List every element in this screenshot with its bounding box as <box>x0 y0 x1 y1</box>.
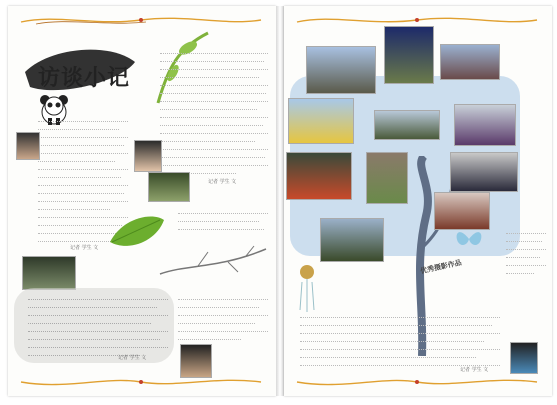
mid-caption: 记者 学生 文 <box>70 245 99 251</box>
branch-decoration <box>158 244 268 284</box>
article-text-column <box>160 46 268 176</box>
butterfly-icon <box>454 224 484 254</box>
photo-parade <box>374 110 440 140</box>
photo-dancers <box>454 104 516 146</box>
featured-photos-stamp: 优秀摄影作品 <box>419 258 463 276</box>
photo-cheerleader <box>288 98 354 144</box>
students-group-photo <box>22 256 76 290</box>
page-fold <box>276 6 284 396</box>
footer-caption: 记者 学生 文 <box>460 367 489 373</box>
photo-formation <box>320 218 384 262</box>
reporter-portrait-photo <box>510 342 538 374</box>
right-page <box>284 6 552 396</box>
page-title: 访谈小记 <box>38 65 131 91</box>
photo-balloons <box>384 26 434 84</box>
photo-group-outdoor <box>306 46 376 94</box>
photo-march <box>450 152 518 192</box>
article-text-bottom-left <box>28 292 168 362</box>
left-page <box>8 6 276 396</box>
photo-athlete <box>366 152 408 204</box>
bottom-flourish <box>292 374 542 390</box>
student-portrait-photo <box>134 140 162 172</box>
article-text-bottom-right <box>178 292 268 348</box>
article-text-right-middle <box>178 206 268 246</box>
article-text-right-bottom <box>300 310 500 370</box>
intro-caption: 记者 学生 文 <box>208 179 237 185</box>
bottom-caption: 记者 学生 文 <box>118 355 147 361</box>
side-caption-text <box>506 226 546 296</box>
group-photo <box>148 172 190 202</box>
bottom-flourish <box>16 374 266 390</box>
photo-flags <box>440 44 500 80</box>
author-portrait-photo <box>180 344 212 378</box>
tassel-ornament-icon <box>292 262 322 314</box>
photo-runners <box>286 152 352 200</box>
interviewee-photo <box>16 132 40 160</box>
top-flourish <box>16 12 266 28</box>
